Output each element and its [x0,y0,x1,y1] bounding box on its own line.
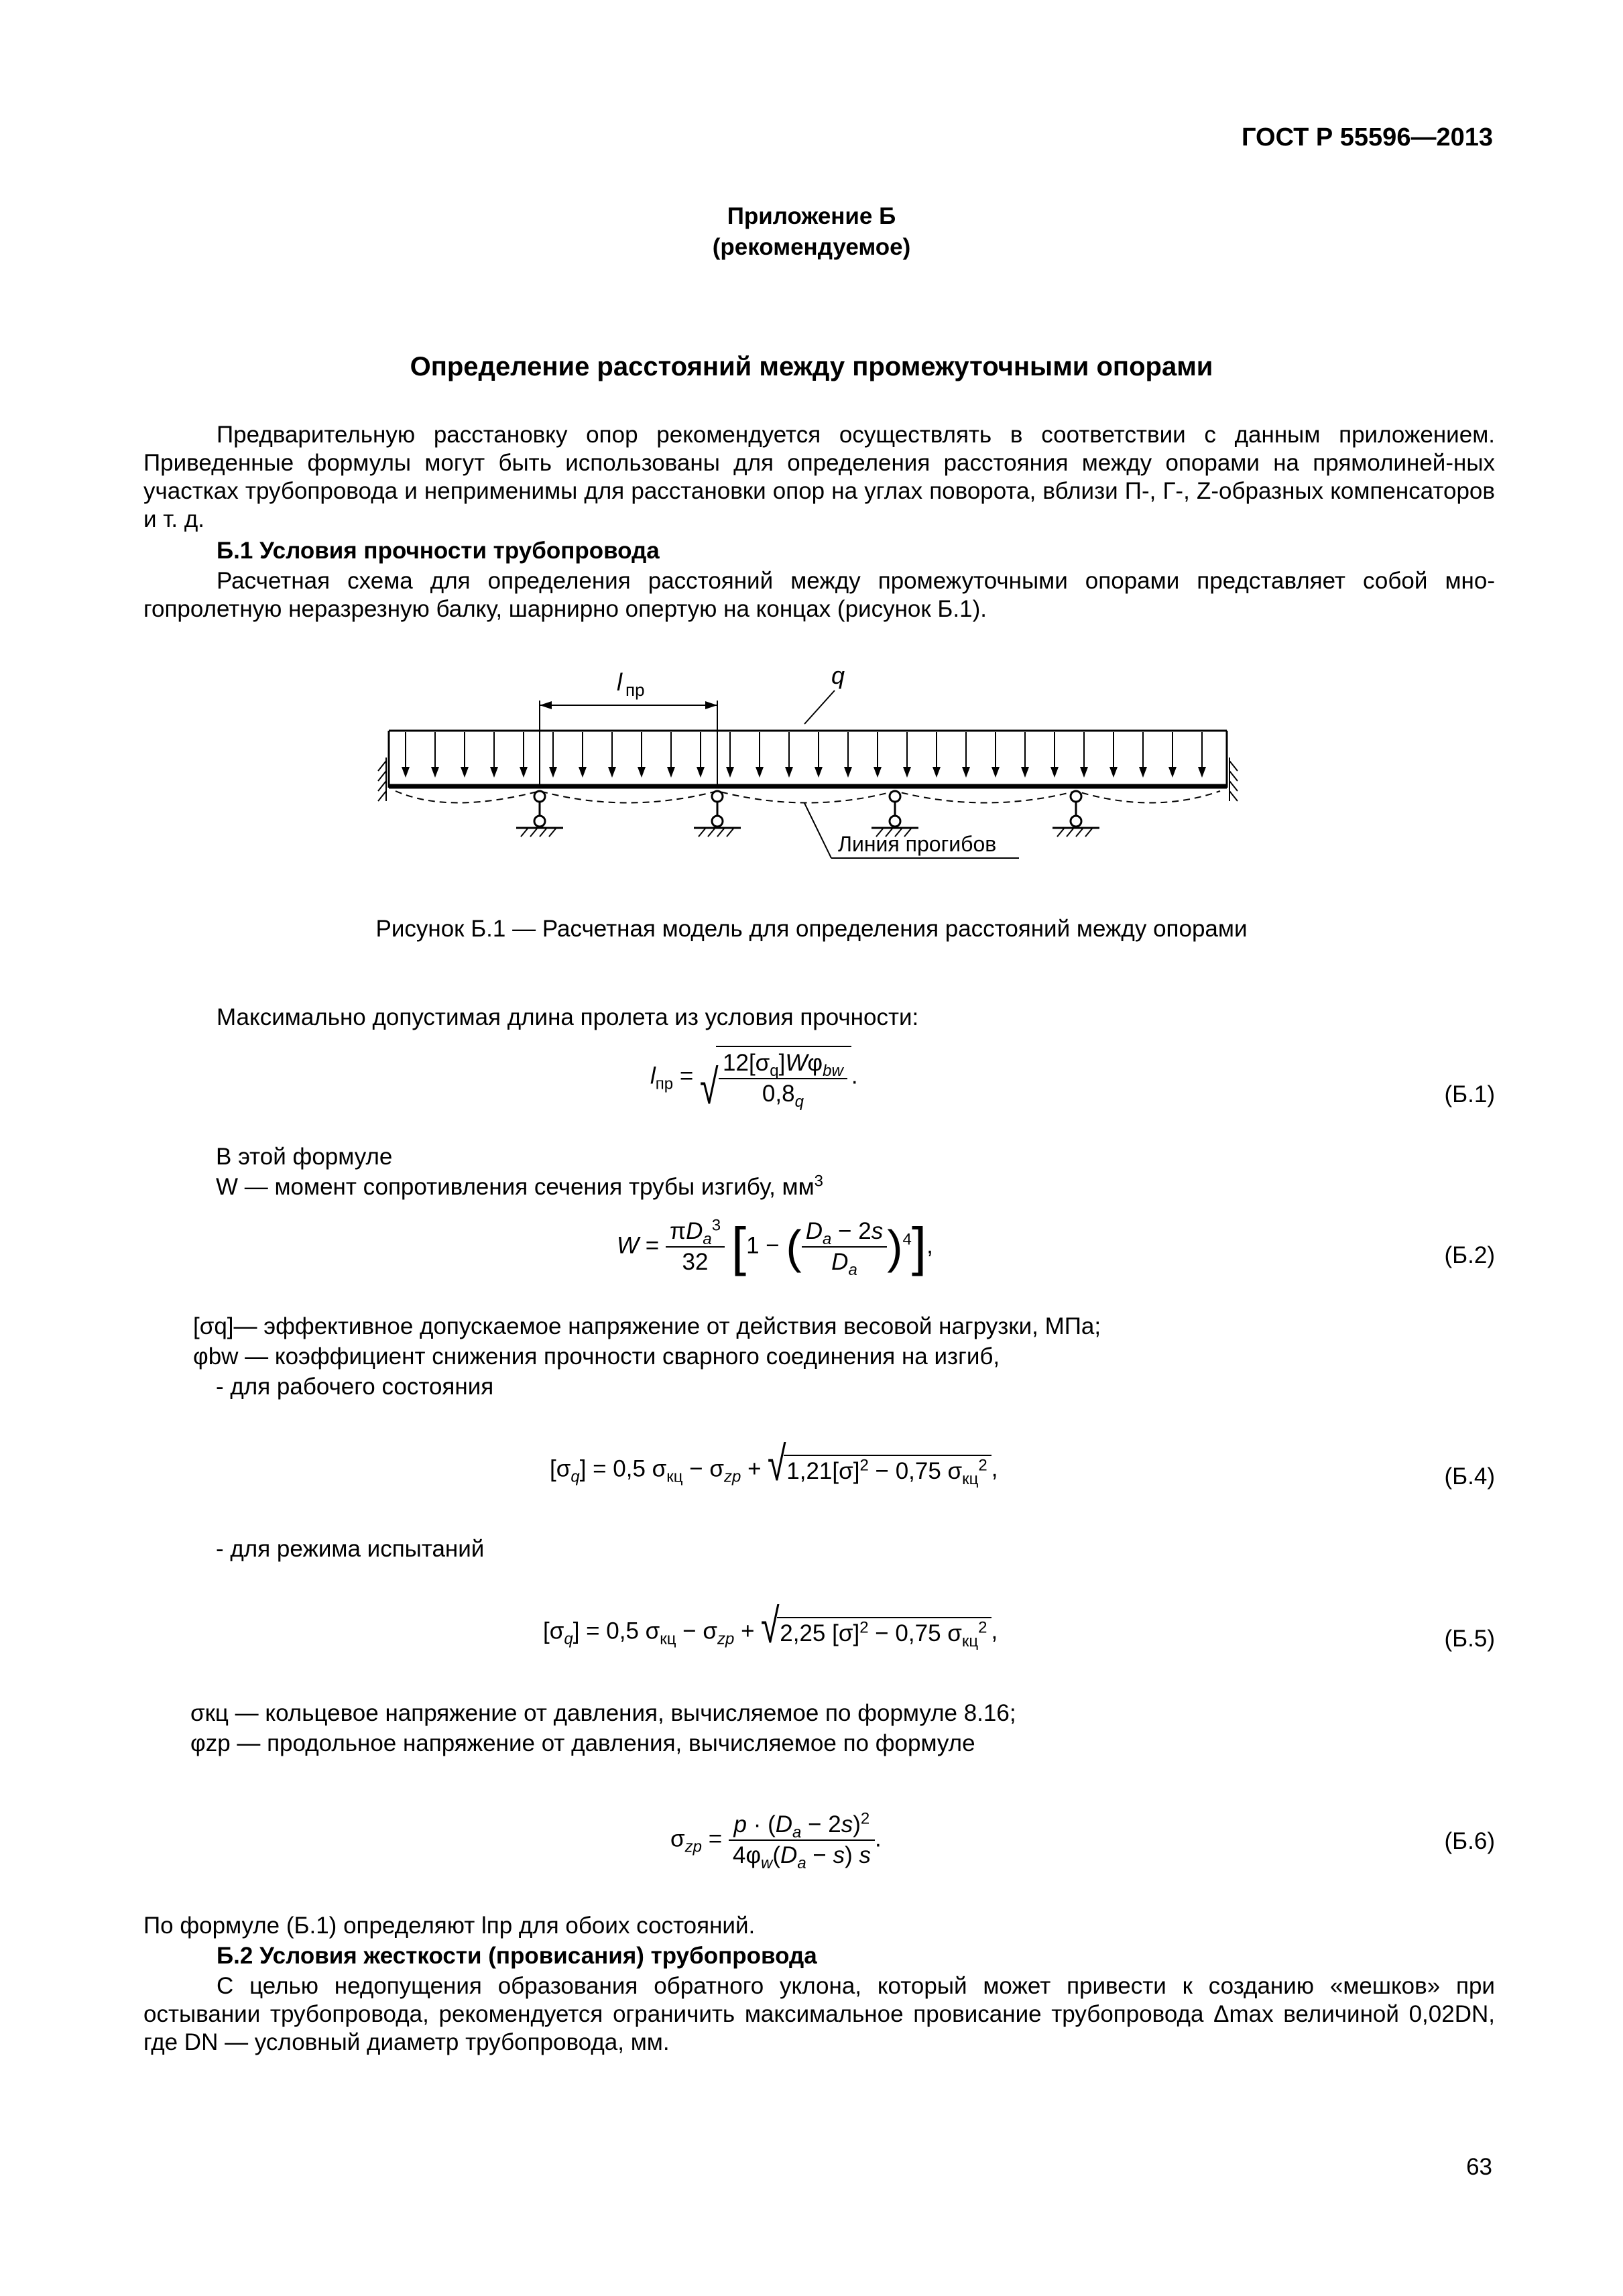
phi-zp-definition: φzp — продольное напряжение от давления, вычисляемое по формуле [190,1730,975,1756]
formula-b2: W = $\frac{\pi D_a^3}{32}$ [1 − ( $\frac{D_a - 2s}{D_a}$ )$^4$], [617,1216,933,1279]
load-arrowhead [431,767,439,778]
section-2-heading: Б.2 Условия жесткости (провисания) трубопровода [217,1943,817,1969]
appendix-heading [0,201,1623,263]
phi-bw-definition: φbw — коэффициент снижения прочности сварного соединения на изгиб, [193,1343,1000,1370]
page-title: Определение расстояний между промежуточными опорами [410,352,1213,381]
load-arrowhead [1168,767,1177,778]
load-arrowhead [697,767,705,778]
load-arrowhead [1080,767,1088,778]
deflection-label: Линия прогибов [838,832,997,856]
load-arrowhead [1139,767,1147,778]
load-arrowhead [844,767,852,778]
load-arrowhead [1198,767,1206,778]
section-2-text: С целью недопущения образования обратного уклона, который может привести к созданию «мешков» при остывании трубопровода, рекомендуется ограничить максимальное провисание трубопровода Δmax величиной 0,02DN, где DN — условный диаметр трубопровода, мм. [143,1973,1495,2055]
load-arrows [402,732,1206,778]
load-arrowhead [402,767,410,778]
formula-b5: $[\sigma_q] = 0,5$ $\sigma_{кц} - \sigma_{zp}$ + √ 2,25 $[\sigma]^2 - 0,75$ $\sigma_{кц}^2$ , [543,1617,998,1648]
formula-b1: $l_{пр}$ = √ $\frac{12[\sigma_q]W\varphi_{bw}}{0,8_q}$ . [650,1046,858,1109]
load-arrowhead [815,767,823,778]
test-mode-label: - для режима испытаний [216,1536,485,1562]
in-formula-text: В этой формуле [216,1144,393,1170]
eq-number-b1: (Б.1) [1444,1081,1495,1107]
load-arrowhead [903,767,911,778]
load-arrowhead [785,767,793,778]
max-span-text: Максимально допустимая длина пролета из условия прочности: [217,1004,919,1030]
eq-number-b2: (Б.2) [1444,1242,1495,1268]
figure-caption: Рисунок Б.1 — Расчетная модель для определения расстояний между опорами [375,916,1248,942]
appendix-label: Приложение Б [727,203,896,229]
beam-diagram [375,657,1254,885]
document-id: ГОСТ Р 55596—2013 [1242,123,1493,152]
load-arrowhead [579,767,587,778]
w-definition: W — момент сопротивления сечения трубы изгибу, $мм^3$ [216,1172,824,1200]
eq-number-b5: (Б.5) [1444,1626,1495,1652]
load-arrowhead [933,767,941,778]
left-wall-hatch [378,758,386,801]
support [871,791,918,837]
load-arrowhead [756,767,764,778]
load-label: q [831,662,845,689]
load-arrowhead [1050,767,1059,778]
load-arrowhead [1021,767,1029,778]
support [1053,791,1099,837]
formula-b6: $\sigma_{zp}$ = $\frac{p \cdot (D_a - 2s)^2}{4\varphi_w(D_a - s) s}$ . [670,1809,882,1872]
sigma-kc-definition: σкц — кольцевое напряжение от давления, вычисляемое по формуле 8.16; [190,1700,1016,1726]
load-arrowhead [490,767,498,778]
section-1-text: Расчетная схема для определения расстояний между промежуточными опорами представляет собой мно-гопролетную неразрезную балку, шарнирно опертую на концах (рисунок Б.1). [143,568,1495,622]
load-arrowhead [991,767,1000,778]
page-number: 63 [1466,2154,1492,2180]
load-arrowhead [461,767,469,778]
load-arrowhead [608,767,616,778]
working-state-label: - для рабочего состояния [216,1374,494,1400]
span-label-sub: пр [625,680,645,700]
load-arrowhead [874,767,882,778]
load-arrowhead [962,767,970,778]
sigma-q-definition: [σq]— эффективное допускаемое напряжение от действия весовой нагрузки, МПа; [193,1313,1101,1339]
section-1-heading: Б.1 Условия прочности трубопровода [217,538,660,564]
support [516,791,563,837]
load-arrowhead [726,767,734,778]
load-arrowhead [1109,767,1118,778]
deflection-line [396,791,1220,803]
intro-paragraph: Предварительную расстановку опор рекомендуется осуществлять в соответствии с данным приложением. Приведенные формулы могут быть использованы для определения расстояния между опорами на прямолиней-ных участках трубопровода и неприменимы для расстановки опор на углах поворота, вблизи П-, Г-, Z-образных компенсаторов и т. д. [143,422,1495,532]
by-formula-text: По формуле (Б.1) определяют lпр для обоих состояний. [143,1913,756,1939]
eq-number-b6: (Б.6) [1444,1828,1495,1854]
formula-b4: $[\sigma_q] = 0,5$ $\sigma_{кц} - \sigma_{zp}$ + √ $1,21[\sigma]^2 - 0,75$ $\sigma_{кц}^2$ , [550,1455,998,1486]
load-arrowhead [549,767,557,778]
eq-number-b4: (Б.4) [1444,1463,1495,1490]
appendix-status: (рекомендуемое) [712,234,911,260]
span-label: l [617,668,622,696]
load-arrowhead [638,767,646,778]
load-arrowhead [520,767,528,778]
support [694,791,741,837]
right-wall-hatch [1229,758,1238,801]
load-arrowhead [667,767,675,778]
